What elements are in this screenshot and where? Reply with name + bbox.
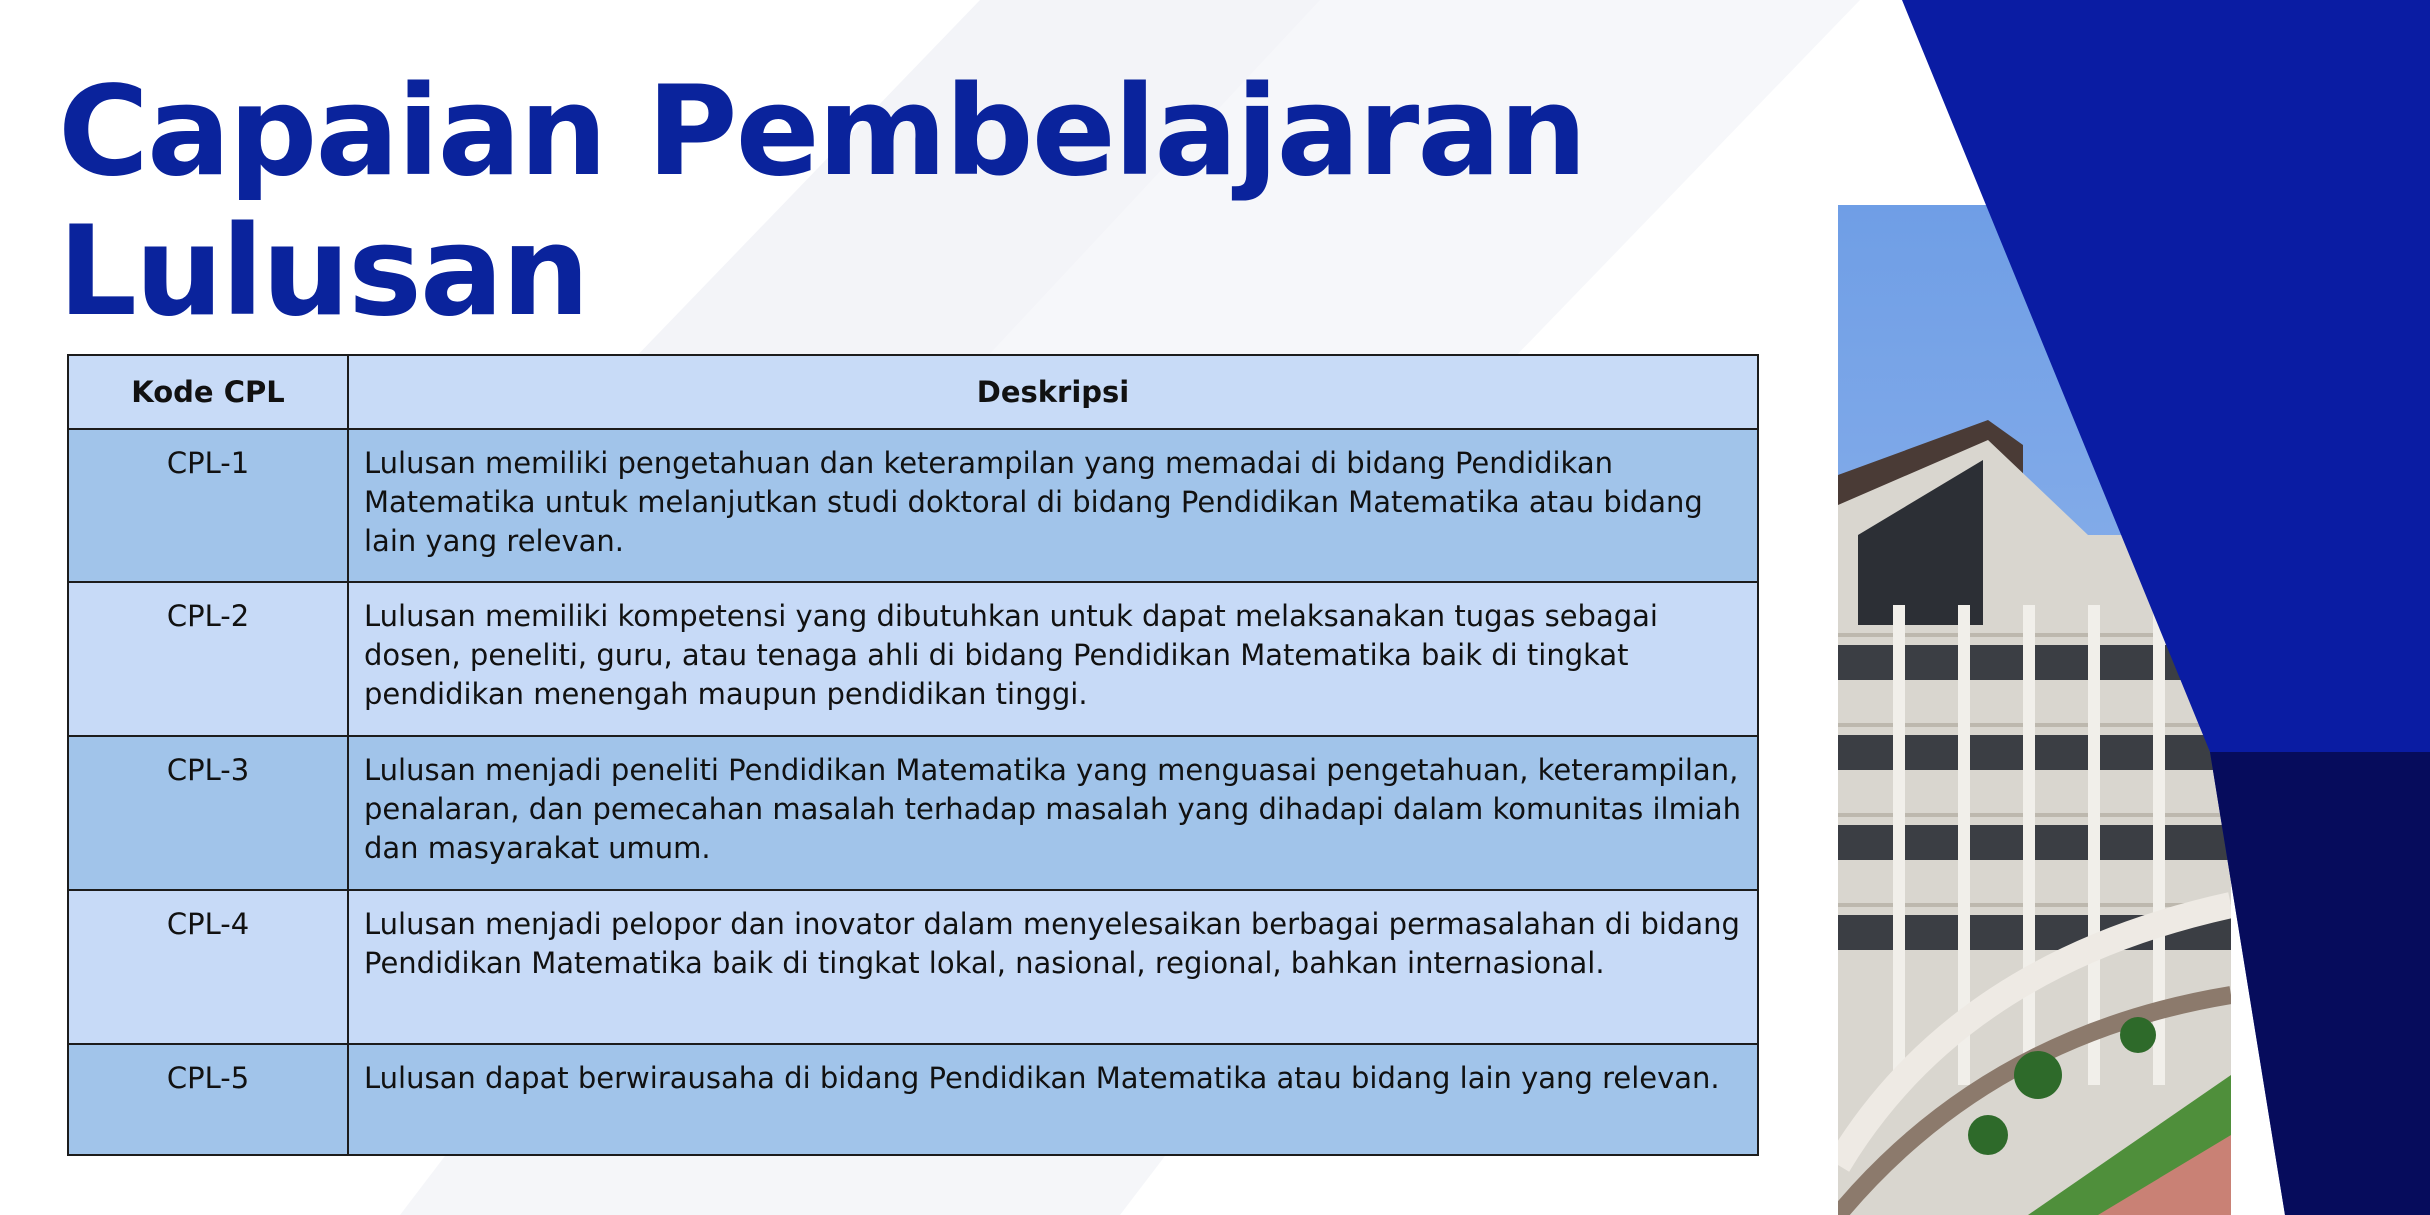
header-deskripsi: Deskripsi bbox=[348, 355, 1758, 429]
cpl-description: Lulusan dapat berwirausaha di bidang Pendidikan Matematika atau bidang lain yang relevan. bbox=[348, 1044, 1758, 1155]
cpl-description: Lulusan memiliki kompetensi yang dibutuhkan untuk dapat melaksanakan tugas sebagai dosen, peneliti, guru, atau tenaga ahli di bidang Pendidikan Matematika baik di tingkat pendidikan menengah maupun pendidikan tinggi. bbox=[348, 582, 1758, 736]
cpl-code: CPL-2 bbox=[68, 582, 348, 736]
cpl-code: CPL-3 bbox=[68, 736, 348, 890]
cpl-code: CPL-5 bbox=[68, 1044, 348, 1155]
cpl-description: Lulusan menjadi pelopor dan inovator dalam menyelesaikan berbagai permasalahan di bidang Pendidikan Matematika baik di tingkat lokal, nasional, regional, bahkan internasional. bbox=[348, 890, 1758, 1044]
cpl-description: Lulusan memiliki pengetahuan dan keterampilan yang memadai di bidang Pendidikan Matematika untuk melanjutkan studi doktoral di bidang Pendidikan Matematika atau bidang lain yang relevan. bbox=[348, 429, 1758, 582]
cpl-description: Lulusan menjadi peneliti Pendidikan Matematika yang menguasai pengetahuan, keterampilan, penalaran, dan pemecahan masalah terhadap masalah yang dihadapi dalam komunitas ilmiah dan masyarakat umum. bbox=[348, 736, 1758, 890]
cpl-code: CPL-4 bbox=[68, 890, 348, 1044]
header-kode-cpl: Kode CPL bbox=[68, 355, 348, 429]
cpl-code: CPL-1 bbox=[68, 429, 348, 582]
page-title: Capaian Pembelajaran Lulusan bbox=[58, 60, 1586, 344]
